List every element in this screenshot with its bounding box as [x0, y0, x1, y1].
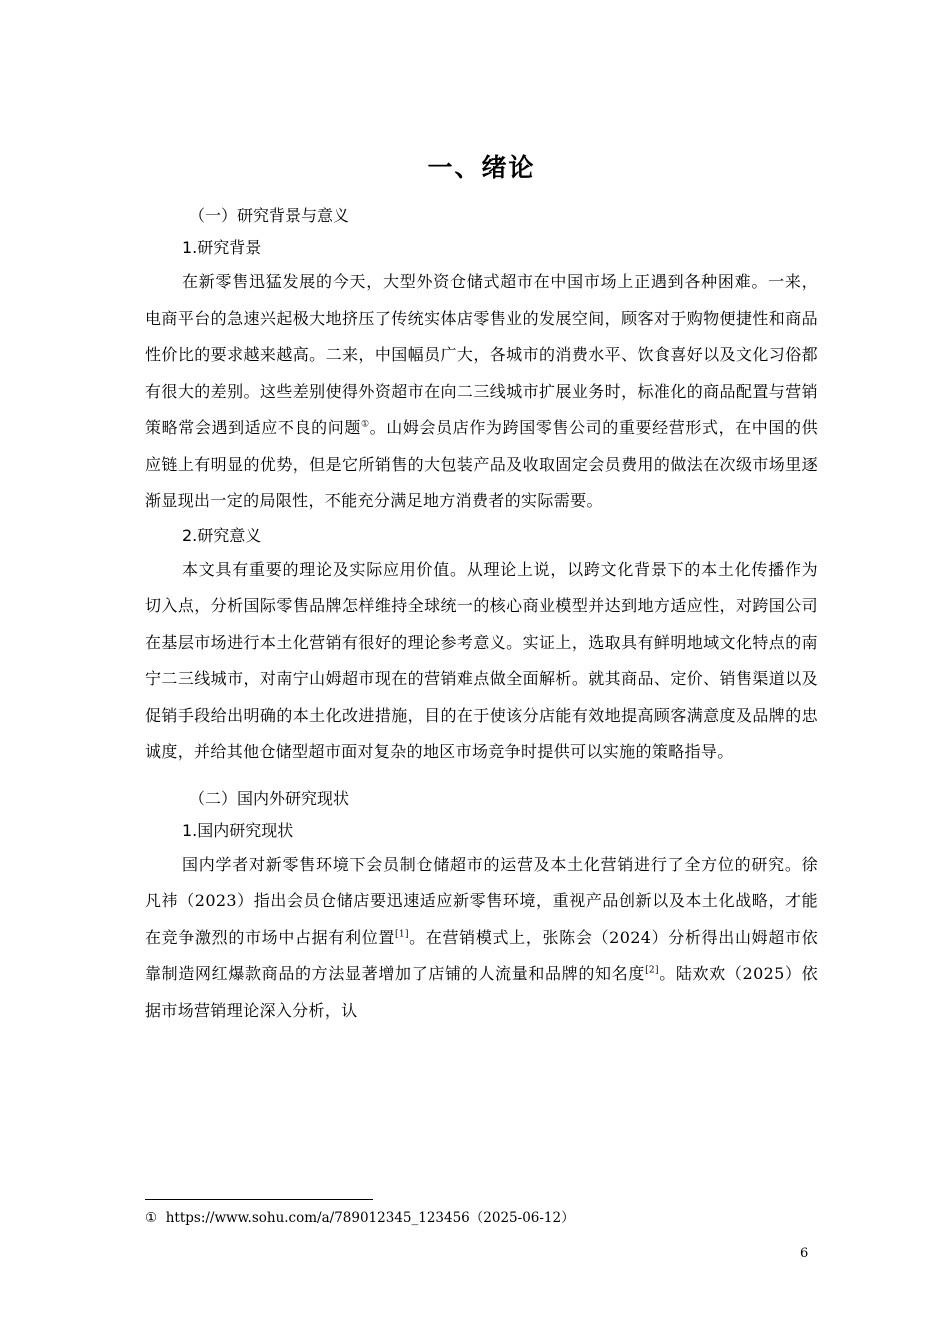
paragraph-text: 。山姆会员店作为跨国零售公司的重要经营形式，在中国的供应链上有明显的优势，但是它所销售的大包装产品及收取固定会员费用的做法在次级市场里逐渐显现出一定的局限性，不能充分满足地方消费者的实际需要。 — [145, 418, 818, 510]
paragraph-text: 。在营销模式上，张陈会（2024）分析得出山姆超市依靠制造网红爆款商品的方法显著增加了店铺的人流量和品牌的知名度 — [145, 927, 818, 983]
footnote-link[interactable]: https://www.sohu.com/a/789012345_123456（2025-06-12） — [165, 1210, 575, 1226]
subsection-heading-research-significance: 2.研究意义 — [182, 525, 262, 545]
section-spacer — [145, 771, 818, 783]
chapter-title: 一、绪论 — [427, 153, 536, 182]
paragraph-text: 。陆欢欢（2025）依据市场营销理论深入分析，认 — [145, 964, 818, 1020]
citation-reference-2[interactable]: [2] — [645, 965, 659, 976]
paragraph-domestic-research — [145, 847, 818, 1030]
section-heading-background: （一）研究背景与意义 — [189, 206, 350, 225]
footnote-separator — [145, 1199, 373, 1200]
citation-reference-1[interactable]: [1] — [395, 929, 409, 940]
page-number: 6 — [800, 1246, 809, 1261]
footnote-marker: ① — [145, 1210, 158, 1226]
footnote-reference-marker[interactable]: ① — [360, 419, 370, 430]
subsection-heading-domestic-research: 1.国内研究现状 — [182, 820, 294, 840]
paragraph-text: 在新零售迅猛发展的今天，大型外资仓储式超市在中国市场上正遇到各种困难。一来，电商平台的急速兴起极大地挤压了传统实体店零售业的发展空间，顾客对于购物便捷性和商品性价比的要求越来越高。二来，中国幅员广大，各城市的消费水平、饮食喜好以及文化习俗都有很大的差别。这些差别使得外资超市在向二三线城市扩展业务时，标准化的商品配置与营销策略常会遇到适应不良的问题 — [145, 272, 818, 437]
footnote — [145, 1208, 575, 1228]
section-heading-literature-review: （二）国内外研究现状 — [189, 788, 350, 808]
body-text — [145, 200, 818, 1029]
paragraph-text: 国内学者对新零售环境下会员制仓储超市的运营及本土化营销进行了全方位的研究。徐凡祎（2023）指出会员仓储店要迅速适应新零售环境，重视产品创新以及本土化战略，才能在竞争激烈的市场中占据有利位置 — [145, 854, 818, 947]
paragraph-research-significance: 本文具有重要的理论及实际应用价值。从理论上说，以跨文化背景下的本土化传播作为切入点，分析国际零售品牌怎样维持全球统一的核心商业模型并达到地方适应性，对跨国公司在基层市场进行本土化营销有很好的理论参考意义。实证上，选取具有鲜明地域文化特点的南宁二三线城市，对南宁山姆超市现在的营销难点做全面解析。就其商品、定价、销售渠道以及促销手段给出明确的本土化改进措施，目的在于使该分店能有效地提高顾客满意度及品牌的忠诚度，并给其他仓储型超市面对复杂的地区市场竞争时提供可以实施的策略指导。 — [145, 559, 818, 761]
paragraph-research-background — [145, 264, 818, 520]
subsection-heading-research-background: 1.研究背景 — [182, 238, 262, 257]
